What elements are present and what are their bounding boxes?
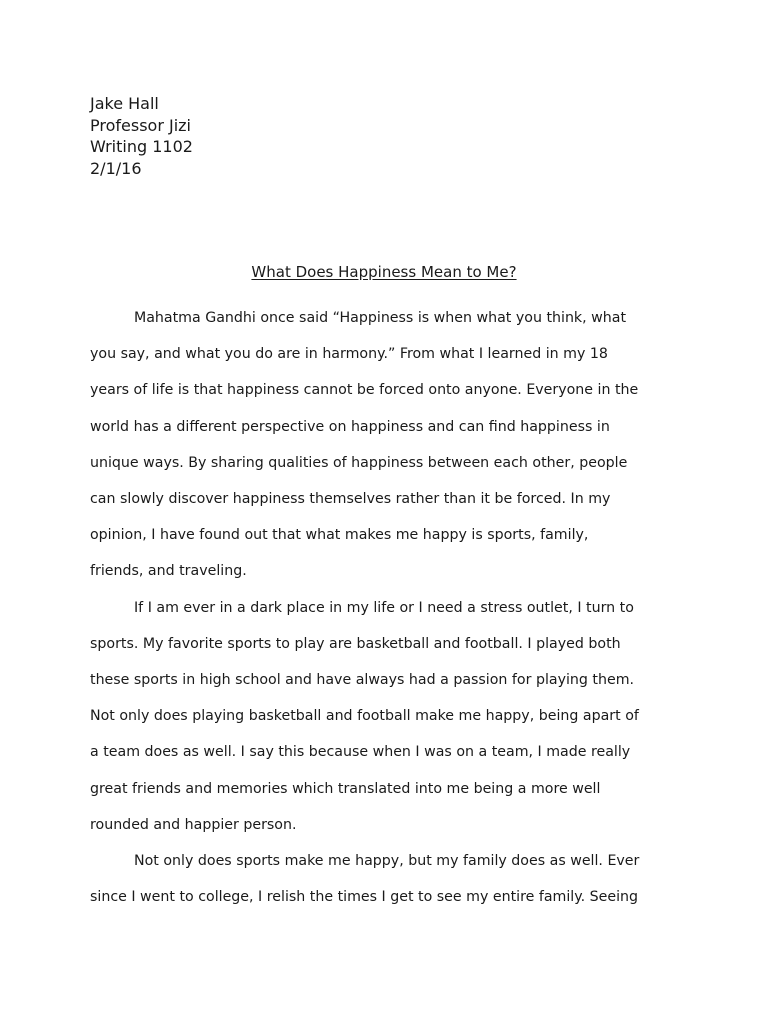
paragraph-1-line-7: opinion, I have found out that what makes me happy is sports, family, [90, 527, 589, 544]
paragraph-3-line-1: Not only does sports make me happy, but my family does as well. Ever [134, 853, 640, 870]
course-name: Writing 1102 [90, 137, 193, 156]
paragraph-2-line-6: great friends and memories which translated into me being a more well [90, 780, 601, 797]
paragraph-2-line-5: a team does as well. I say this because when I was on a team, I made really [90, 744, 631, 761]
paragraph-2-line-3: these sports in high school and have always had a passion for playing them. [90, 672, 635, 689]
paragraph-1-line-8: friends, and traveling. [90, 563, 247, 580]
paragraph-1-line-6: can slowly discover happiness themselves rather than it be forced. In my [90, 491, 611, 508]
paragraph-1-line-2: you say, and what you do are in harmony.” From what I learned in my 18 [90, 346, 608, 363]
document-date: 2/1/16 [90, 158, 142, 178]
paragraph-2-line-4: Not only does playing basketball and football make me happy, being apart of [90, 708, 639, 725]
essay-title: What Does Happiness Mean to Me? [251, 263, 517, 281]
author-name: Jake Hall [90, 94, 159, 113]
paragraph-2-line-7: rounded and happier person. [90, 816, 297, 833]
paragraph-2-line-1: If I am ever in a dark place in my life or I need a stress outlet, I turn to [134, 599, 634, 616]
paragraph-1-line-5: unique ways. By sharing qualities of happiness between each other, people [90, 454, 628, 471]
essay-body [90, 300, 690, 915]
paragraph-1-line-1: Mahatma Gandhi once said “Happiness is when what you think, what [134, 310, 627, 326]
paragraph-2-line-2: sports. My favorite sports to play are basketball and football. I played both [90, 635, 621, 652]
paragraph-3-line-2: since I went to college, I relish the times I get to see my entire family. Seeing [90, 889, 639, 906]
document-header [90, 93, 193, 179]
paragraph-1-line-4: world has a different perspective on happiness and can find happiness in [90, 418, 610, 435]
professor-name: Professor Jizi [90, 115, 191, 135]
paragraph-1-line-3: years of life is that happiness cannot be forced onto anyone. Everyone in the [90, 382, 639, 399]
